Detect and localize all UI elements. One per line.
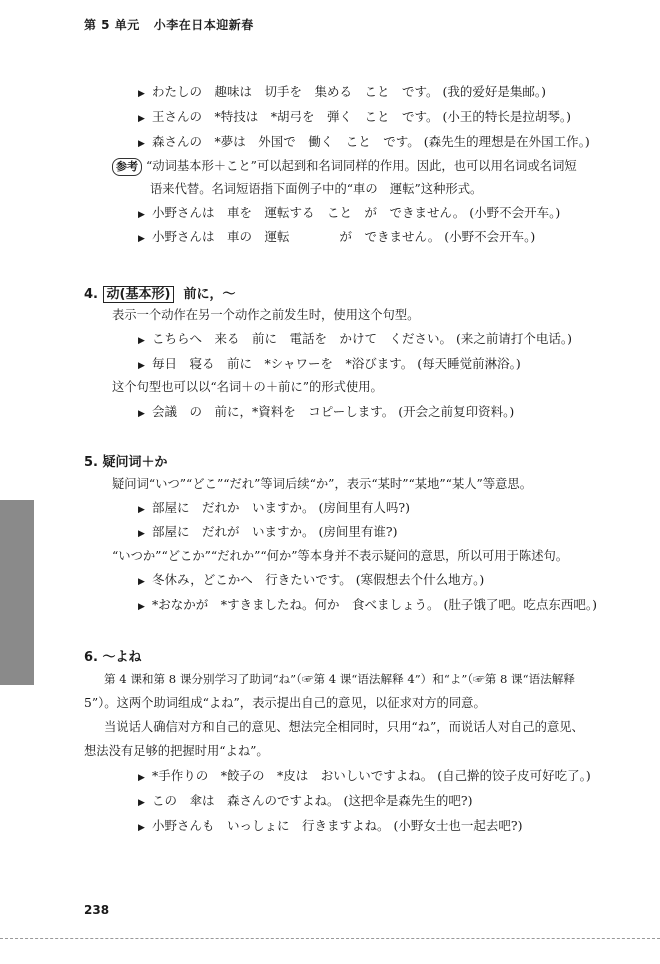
note-paragraph: 参考 “动词基本形＋こと”可以起到和名词同样的作用。因此，也可以用名词或名词短	[112, 158, 577, 176]
example-line: ▶ こちらへ 来る 前に 電話を かけて ください。 (来之前请打个电话。)	[138, 331, 572, 349]
chapter-side-tab	[0, 500, 34, 685]
section-4-desc2: 这个句型也可以以“名词＋の＋前に”的形式使用。	[112, 380, 383, 394]
bullet-icon: ▶	[138, 602, 145, 612]
section-5-desc2: “いつか”“どこか”“だれか”“何か”等本身并不表示疑问的意思，所以可用于陈述句。	[112, 549, 569, 563]
bullet-icon: ▶	[138, 234, 145, 244]
bullet-icon: ▶	[138, 577, 145, 587]
section-4-title: 4. 动(基本形) 前に，～	[84, 287, 236, 302]
example-line: ▶ 森さんの *夢は 外国で 働く こと です。 (森先生的理想是在外国工作。)	[138, 134, 590, 152]
example-line: ▶ 王さんの *特技は *胡弓を 弾く こと です。 (小王的特长是拉胡琴。)	[138, 109, 571, 127]
example-line: ▶ *手作りの *餃子の *皮は おいしいですよね。 (自己擀的饺子皮可好吃了。)	[138, 768, 591, 786]
section-5-desc: 疑问词“いつ”“どこ”“だれ”等词后续“か”，表示“某时”“某地”“某人”等意思。	[112, 477, 533, 491]
bottom-divider	[0, 938, 660, 939]
example-line: ▶ 会議 の 前に，*資料を コピーします。 (开会之前复印资料。)	[138, 404, 514, 422]
bullet-icon: ▶	[138, 409, 145, 419]
example-line: ▶ 冬休み，どこかへ 行きたいです。 (寒假想去个什么地方。)	[138, 572, 484, 590]
bullet-icon: ▶	[138, 210, 145, 220]
bullet-icon: ▶	[138, 361, 145, 371]
bullet-icon: ▶	[138, 114, 145, 124]
bullet-icon: ▶	[138, 529, 145, 539]
bullet-icon: ▶	[138, 336, 145, 346]
bullet-icon: ▶	[138, 823, 145, 833]
section-6-para1: 第 4 课和第 8 课分别学习了助词“ね”（☞第 4 课“语法解释 4”）和“よ”（☞第 8 课“语法解释	[104, 672, 575, 686]
example-line: ▶ わたしの 趣味は 切手を 集める こと です。 (我的爱好是集邮。)	[138, 84, 546, 102]
bullet-icon: ▶	[138, 798, 145, 808]
unit-label: 第 5 单元	[84, 18, 140, 32]
example-line: ▶ 小野さんは 車の 運転 が できません。 (小野不会开车。)	[138, 229, 535, 247]
example-line: ▶ 部屋に だれが いますか。 (房间里有谁?)	[138, 524, 397, 542]
section-6-title: 6. ～よね	[84, 650, 142, 665]
bullet-icon: ▶	[138, 89, 145, 99]
example-line: ▶ 小野さんも いっしょに 行きますよね。 (小野女士也一起去吧?)	[138, 818, 522, 836]
example-line: ▶ 毎日 寝る 前に *シャワーを *浴びます。 (每天睡觉前淋浴。)	[138, 356, 521, 374]
page-number: 238	[84, 903, 110, 917]
section-6-para2-cont: 想法没有足够的把握时用“よね”。	[84, 744, 269, 758]
page-header	[84, 16, 254, 33]
example-line: ▶ 小野さんは 車を 運転する こと が できません。 (小野不会开车。)	[138, 205, 560, 223]
note-tag: 参考	[112, 158, 142, 176]
example-line: ▶ 部屋に だれか いますか。 (房间里有人吗?)	[138, 500, 410, 518]
example-line: ▶ この 傘は 森さんのですよね。 (这把伞是森先生的吧?)	[138, 793, 472, 811]
section-4-desc: 表示一个动作在另一个动作之前发生时，使用这个句型。	[112, 308, 420, 322]
section-5-title: 5. 疑问词＋か	[84, 455, 168, 470]
bullet-icon: ▶	[138, 139, 145, 149]
note-paragraph-cont: 语来代替。名词短语指下面例子中的“車の 運転”这种形式。	[150, 182, 483, 196]
example-line: ▶ *おなかが *すきましたね。何か 食べましょう。 (肚子饿了吧。吃点东西吧。)	[138, 597, 597, 615]
section-6-para1-cont: 5”）。这两个助词组成“よね”，表示提出自己的意见，以征求对方的同意。	[84, 696, 486, 710]
bullet-icon: ▶	[138, 505, 145, 515]
section-6-para2: 当说话人确信对方和自己的意见、想法完全相同时，只用“ね”，而说话人对自己的意见、	[104, 720, 584, 734]
unit-title: 小李在日本迎新春	[153, 18, 254, 32]
bullet-icon: ▶	[138, 773, 145, 783]
